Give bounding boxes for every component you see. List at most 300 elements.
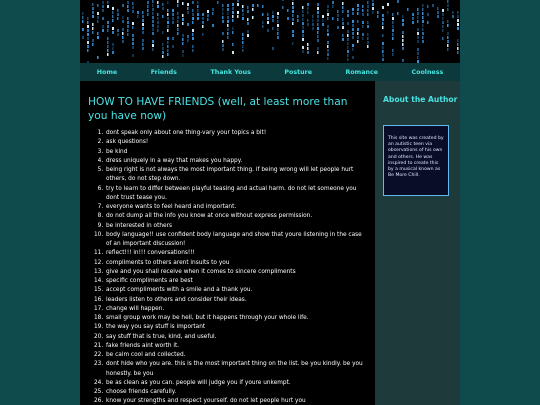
matrix-glyph — [317, 51, 319, 54]
matrix-glyph — [367, 1, 369, 4]
matrix-glyph — [447, 20, 449, 23]
matrix-glyph — [397, 0, 399, 3]
matrix-glyph — [267, 21, 269, 24]
matrix-glyph — [327, 9, 329, 12]
about-author-box: This site was created by an autistic teen via observations of his own and others. He was inspired to create this by a musical known as Be More Chill. — [383, 125, 449, 196]
matrix-glyph — [92, 27, 94, 30]
matrix-glyph — [207, 18, 209, 21]
matrix-glyph — [82, 36, 84, 39]
tip-item: 24. be as clean as you can. people will judge you if youre unkempt. — [105, 379, 367, 388]
matrix-glyph — [202, 13, 204, 16]
matrix-glyph — [382, 54, 384, 57]
matrix-glyph — [132, 46, 134, 49]
matrix-glyph — [142, 23, 144, 26]
tip-item: 18. small group work may be hell, but it happens through your whole life. — [105, 314, 367, 323]
matrix-glyph — [102, 9, 104, 12]
matrix-glyph — [162, 55, 164, 58]
matrix-glyph — [102, 25, 104, 28]
matrix-glyph — [417, 52, 419, 55]
matrix-glyph — [382, 22, 384, 25]
matrix-glyph — [337, 26, 339, 29]
main-content — [80, 81, 375, 405]
matrix-glyph — [277, 20, 279, 23]
tip-item: 25. choose friends carefully. — [105, 388, 367, 397]
matrix-glyph — [367, 13, 369, 16]
matrix-glyph — [87, 49, 89, 52]
matrix-glyph — [107, 45, 109, 48]
matrix-glyph — [127, 1, 129, 4]
matrix-glyph — [107, 41, 109, 44]
matrix-glyph — [97, 56, 99, 59]
matrix-glyph — [192, 37, 194, 40]
matrix-glyph — [347, 14, 349, 17]
matrix-glyph — [122, 16, 124, 19]
sidebar — [375, 81, 460, 405]
matrix-glyph — [267, 29, 269, 32]
matrix-glyph — [342, 2, 344, 5]
matrix-glyph — [102, 29, 104, 32]
matrix-glyph — [347, 54, 349, 57]
matrix-glyph — [167, 53, 169, 56]
matrix-glyph — [452, 15, 454, 18]
matrix-glyph — [342, 10, 344, 13]
matrix-glyph — [292, 42, 294, 45]
matrix-glyph — [422, 8, 424, 11]
tip-item: 10. body language!! use confident body language and show that youre listening in the case of an important discussion! — [105, 231, 367, 250]
matrix-glyph — [102, 5, 104, 8]
matrix-glyph — [442, 29, 444, 32]
matrix-glyph — [132, 6, 134, 9]
matrix-glyph — [242, 45, 244, 48]
matrix-glyph — [427, 5, 429, 8]
matrix-glyph — [212, 8, 214, 11]
matrix-glyph — [442, 17, 444, 20]
matrix-glyph — [402, 43, 404, 46]
matrix-glyph — [192, 1, 194, 4]
matrix-glyph — [132, 26, 134, 29]
matrix-glyph — [87, 29, 89, 32]
matrix-glyph — [127, 5, 129, 8]
matrix-glyph — [292, 18, 294, 21]
matrix-glyph — [177, 20, 179, 23]
tip-item: 5. being right is not always the most important thing. if being wrong will let people hurt others, do not step down. — [105, 166, 367, 185]
matrix-glyph — [227, 20, 229, 23]
matrix-glyph — [167, 45, 169, 48]
matrix-glyph — [287, 17, 289, 20]
matrix-glyph — [322, 23, 324, 26]
matrix-glyph — [152, 24, 154, 27]
matrix-glyph — [192, 49, 194, 52]
tips-list — [80, 129, 375, 405]
page-title: HOW TO HAVE FRIENDS (well, at least more than you have now) — [88, 96, 348, 122]
matrix-glyph — [252, 4, 254, 7]
matrix-glyph — [332, 5, 334, 8]
matrix-glyph — [417, 20, 419, 23]
nav-thank-yous[interactable]: Thank Yous — [210, 68, 251, 76]
matrix-glyph — [232, 31, 234, 34]
matrix-glyph — [262, 13, 264, 16]
matrix-glyph — [167, 37, 169, 40]
tip-item: 21. fake friends aint worth it. — [105, 342, 367, 351]
matrix-glyph — [442, 13, 444, 16]
matrix-glyph — [207, 10, 209, 13]
matrix-glyph — [122, 28, 124, 31]
matrix-glyph — [87, 41, 89, 44]
matrix-glyph — [277, 28, 279, 31]
matrix-glyph — [107, 29, 109, 32]
matrix-glyph — [362, 21, 364, 24]
matrix-glyph — [357, 28, 359, 31]
matrix-glyph — [297, 15, 299, 18]
matrix-glyph — [457, 51, 459, 54]
matrix-glyph — [107, 25, 109, 28]
matrix-glyph — [367, 45, 369, 48]
matrix-glyph — [402, 31, 404, 34]
matrix-glyph — [182, 34, 184, 37]
matrix-glyph — [347, 10, 349, 13]
matrix-glyph — [152, 48, 154, 51]
matrix-glyph — [92, 23, 94, 26]
matrix-glyph — [352, 44, 354, 47]
matrix-glyph — [272, 15, 274, 18]
matrix-glyph — [342, 6, 344, 9]
matrix-glyph — [97, 20, 99, 23]
matrix-glyph — [457, 19, 459, 22]
matrix-glyph — [92, 7, 94, 10]
tip-item: 1. dont speak only about one thing-vary your topics a bit! — [105, 129, 367, 138]
matrix-glyph — [157, 13, 159, 16]
matrix-glyph — [197, 13, 199, 16]
matrix-glyph — [282, 0, 284, 1]
matrix-glyph — [152, 12, 154, 15]
matrix-glyph — [307, 11, 309, 14]
matrix-glyph — [422, 40, 424, 43]
matrix-glyph — [132, 10, 134, 13]
matrix-glyph — [262, 5, 264, 8]
matrix-glyph — [317, 35, 319, 38]
matrix-glyph — [217, 1, 219, 4]
matrix-glyph — [157, 5, 159, 8]
matrix-glyph — [152, 40, 154, 43]
matrix-glyph — [222, 40, 224, 43]
matrix-glyph — [97, 36, 99, 39]
matrix-glyph — [152, 20, 154, 23]
matrix-glyph — [167, 41, 169, 44]
matrix-glyph — [227, 32, 229, 35]
matrix-glyph — [127, 29, 129, 32]
matrix-glyph — [162, 47, 164, 50]
matrix-glyph — [352, 8, 354, 11]
matrix-glyph — [352, 48, 354, 51]
matrix-glyph — [247, 18, 249, 21]
matrix-glyph — [422, 32, 424, 35]
matrix-glyph — [147, 1, 149, 4]
matrix-glyph — [382, 42, 384, 45]
matrix-glyph — [327, 53, 329, 56]
matrix-glyph — [372, 3, 374, 6]
matrix-glyph — [172, 37, 174, 40]
matrix-glyph — [372, 11, 374, 14]
matrix-glyph — [347, 58, 349, 61]
matrix-glyph — [272, 11, 274, 14]
matrix-glyph — [222, 12, 224, 15]
matrix-glyph — [327, 45, 329, 48]
matrix-glyph — [222, 20, 224, 23]
matrix-glyph — [357, 12, 359, 15]
matrix-glyph — [357, 36, 359, 39]
matrix-glyph — [377, 15, 379, 18]
matrix-glyph — [117, 17, 119, 20]
matrix-glyph — [307, 43, 309, 46]
matrix-glyph — [152, 4, 154, 7]
matrix-glyph — [417, 48, 419, 51]
matrix-glyph — [402, 35, 404, 38]
matrix-glyph — [457, 15, 459, 18]
matrix-glyph — [132, 38, 134, 41]
matrix-glyph — [327, 13, 329, 16]
matrix-glyph — [357, 8, 359, 11]
matrix-glyph — [292, 22, 294, 25]
matrix-glyph — [442, 25, 444, 28]
matrix-glyph — [297, 19, 299, 22]
tip-item: 3. be kind — [105, 148, 367, 157]
matrix-glyph — [97, 4, 99, 7]
matrix-glyph — [382, 46, 384, 49]
matrix-glyph — [417, 8, 419, 11]
matrix-glyph — [222, 4, 224, 7]
matrix-glyph — [317, 27, 319, 30]
matrix-glyph — [187, 11, 189, 14]
matrix-glyph — [447, 4, 449, 7]
matrix-glyph — [412, 21, 414, 24]
matrix-glyph — [392, 33, 394, 36]
matrix-glyph — [177, 24, 179, 27]
matrix-glyph — [362, 9, 364, 12]
matrix-glyph — [222, 32, 224, 35]
matrix-glyph — [312, 19, 314, 22]
matrix-glyph — [132, 54, 134, 57]
matrix-glyph — [337, 14, 339, 17]
tip-item: 9. be interested in others — [105, 222, 367, 231]
matrix-glyph — [182, 14, 184, 17]
matrix-glyph — [457, 11, 459, 14]
matrix-glyph — [142, 15, 144, 18]
matrix-glyph — [367, 9, 369, 12]
matrix-glyph — [342, 34, 344, 37]
matrix-glyph — [167, 29, 169, 32]
matrix-glyph — [317, 47, 319, 50]
matrix-glyph — [402, 15, 404, 18]
matrix-glyph — [387, 3, 389, 6]
matrix-glyph — [257, 4, 259, 7]
matrix-glyph — [97, 32, 99, 35]
matrix-glyph — [247, 6, 249, 9]
matrix-glyph — [317, 23, 319, 26]
matrix-glyph — [152, 28, 154, 31]
matrix-glyph — [192, 33, 194, 36]
matrix-glyph — [312, 27, 314, 30]
matrix-glyph — [232, 27, 234, 30]
matrix-glyph — [147, 13, 149, 16]
matrix-glyph — [447, 36, 449, 39]
matrix-glyph — [127, 33, 129, 36]
matrix-glyph — [342, 38, 344, 41]
matrix-glyph — [392, 49, 394, 52]
matrix-glyph — [132, 22, 134, 25]
matrix-glyph — [192, 21, 194, 24]
matrix-glyph — [162, 51, 164, 54]
matrix-glyph — [142, 19, 144, 22]
matrix-glyph — [407, 8, 409, 11]
matrix-glyph — [192, 17, 194, 20]
matrix-glyph — [392, 17, 394, 20]
matrix-glyph — [447, 40, 449, 43]
matrix-glyph — [402, 19, 404, 22]
matrix-glyph — [172, 9, 174, 12]
matrix-glyph — [382, 26, 384, 29]
matrix-glyph — [187, 3, 189, 6]
matrix-glyph — [277, 12, 279, 15]
matrix-glyph — [387, 11, 389, 14]
matrix-glyph — [427, 13, 429, 16]
tip-item: 17. change will happen. — [105, 305, 367, 314]
matrix-glyph — [392, 25, 394, 28]
matrix-glyph — [312, 15, 314, 18]
matrix-glyph — [437, 15, 439, 18]
matrix-glyph — [352, 56, 354, 59]
tip-item: 7. everyone wants to feel heard and important. — [105, 203, 367, 212]
matrix-glyph — [277, 24, 279, 27]
matrix-glyph — [182, 18, 184, 21]
nav-friends[interactable]: Friends — [150, 68, 177, 76]
matrix-glyph — [302, 34, 304, 37]
matrix-glyph — [292, 0, 294, 1]
matrix-glyph — [177, 12, 179, 15]
matrix-glyph — [182, 22, 184, 25]
tip-item: 2. ask questions! — [105, 138, 367, 147]
matrix-glyph — [237, 11, 239, 14]
matrix-glyph — [447, 8, 449, 11]
matrix-glyph — [327, 57, 329, 60]
matrix-glyph — [82, 28, 84, 31]
matrix-glyph — [382, 18, 384, 21]
matrix-glyph — [142, 31, 144, 34]
matrix-glyph — [112, 51, 114, 54]
matrix-glyph — [382, 14, 384, 17]
matrix-code-image — [80, 0, 460, 63]
matrix-glyph — [367, 33, 369, 36]
matrix-glyph — [177, 4, 179, 7]
matrix-glyph — [327, 33, 329, 36]
nav-coolness[interactable]: Coolness — [411, 68, 444, 76]
matrix-glyph — [337, 10, 339, 13]
tip-item: 8. do not dump all the info you know at once without express permission. — [105, 212, 367, 221]
matrix-glyph — [332, 17, 334, 20]
nav-romance[interactable]: Romance — [345, 68, 378, 76]
matrix-glyph — [397, 12, 399, 15]
matrix-glyph — [182, 54, 184, 57]
matrix-glyph — [322, 15, 324, 18]
matrix-glyph — [152, 0, 154, 3]
matrix-glyph — [237, 0, 239, 2]
tip-item: 16. leaders listen to others and consider their ideas. — [105, 296, 367, 305]
matrix-glyph — [197, 5, 199, 8]
matrix-glyph — [117, 13, 119, 16]
matrix-glyph — [237, 15, 239, 18]
matrix-glyph — [292, 30, 294, 33]
matrix-glyph — [142, 47, 144, 50]
top-nav — [80, 63, 460, 81]
matrix-glyph — [292, 2, 294, 5]
matrix-glyph — [352, 12, 354, 15]
matrix-glyph — [137, 15, 139, 18]
nav-posture[interactable]: Posture — [284, 68, 312, 76]
matrix-glyph — [277, 36, 279, 39]
matrix-glyph — [87, 37, 89, 40]
matrix-glyph — [382, 50, 384, 53]
matrix-glyph — [232, 51, 234, 54]
matrix-glyph — [247, 22, 249, 25]
matrix-glyph — [362, 25, 364, 28]
matrix-glyph — [302, 18, 304, 21]
matrix-glyph — [92, 43, 94, 46]
matrix-glyph — [177, 0, 179, 3]
matrix-glyph — [242, 33, 244, 36]
matrix-glyph — [92, 39, 94, 42]
matrix-glyph — [222, 16, 224, 19]
matrix-glyph — [122, 32, 124, 35]
matrix-glyph — [232, 43, 234, 46]
matrix-glyph — [242, 49, 244, 52]
matrix-glyph — [347, 42, 349, 45]
matrix-glyph — [352, 32, 354, 35]
matrix-glyph — [367, 37, 369, 40]
matrix-glyph — [347, 34, 349, 37]
matrix-glyph — [392, 21, 394, 24]
matrix-glyph — [357, 4, 359, 7]
matrix-glyph — [312, 23, 314, 26]
matrix-glyph — [107, 1, 109, 4]
matrix-glyph — [187, 7, 189, 10]
matrix-glyph — [222, 8, 224, 11]
matrix-glyph — [272, 19, 274, 22]
matrix-glyph — [352, 20, 354, 23]
matrix-glyph — [112, 31, 114, 34]
matrix-glyph — [267, 17, 269, 20]
matrix-glyph — [317, 31, 319, 34]
matrix-glyph — [147, 9, 149, 12]
matrix-glyph — [272, 47, 274, 50]
matrix-glyph — [227, 8, 229, 11]
matrix-glyph — [422, 12, 424, 15]
matrix-glyph — [282, 6, 284, 9]
matrix-glyph — [107, 37, 109, 40]
matrix-glyph — [227, 4, 229, 7]
matrix-glyph — [447, 48, 449, 51]
matrix-glyph — [242, 17, 244, 20]
matrix-glyph — [167, 13, 169, 16]
matrix-glyph — [422, 4, 424, 7]
nav-home[interactable]: Home — [96, 68, 118, 76]
matrix-glyph — [327, 25, 329, 28]
matrix-glyph — [182, 38, 184, 41]
matrix-glyph — [127, 17, 129, 20]
matrix-glyph — [292, 6, 294, 9]
matrix-glyph — [322, 19, 324, 22]
matrix-glyph — [142, 43, 144, 46]
matrix-glyph — [362, 33, 364, 36]
matrix-glyph — [347, 46, 349, 49]
